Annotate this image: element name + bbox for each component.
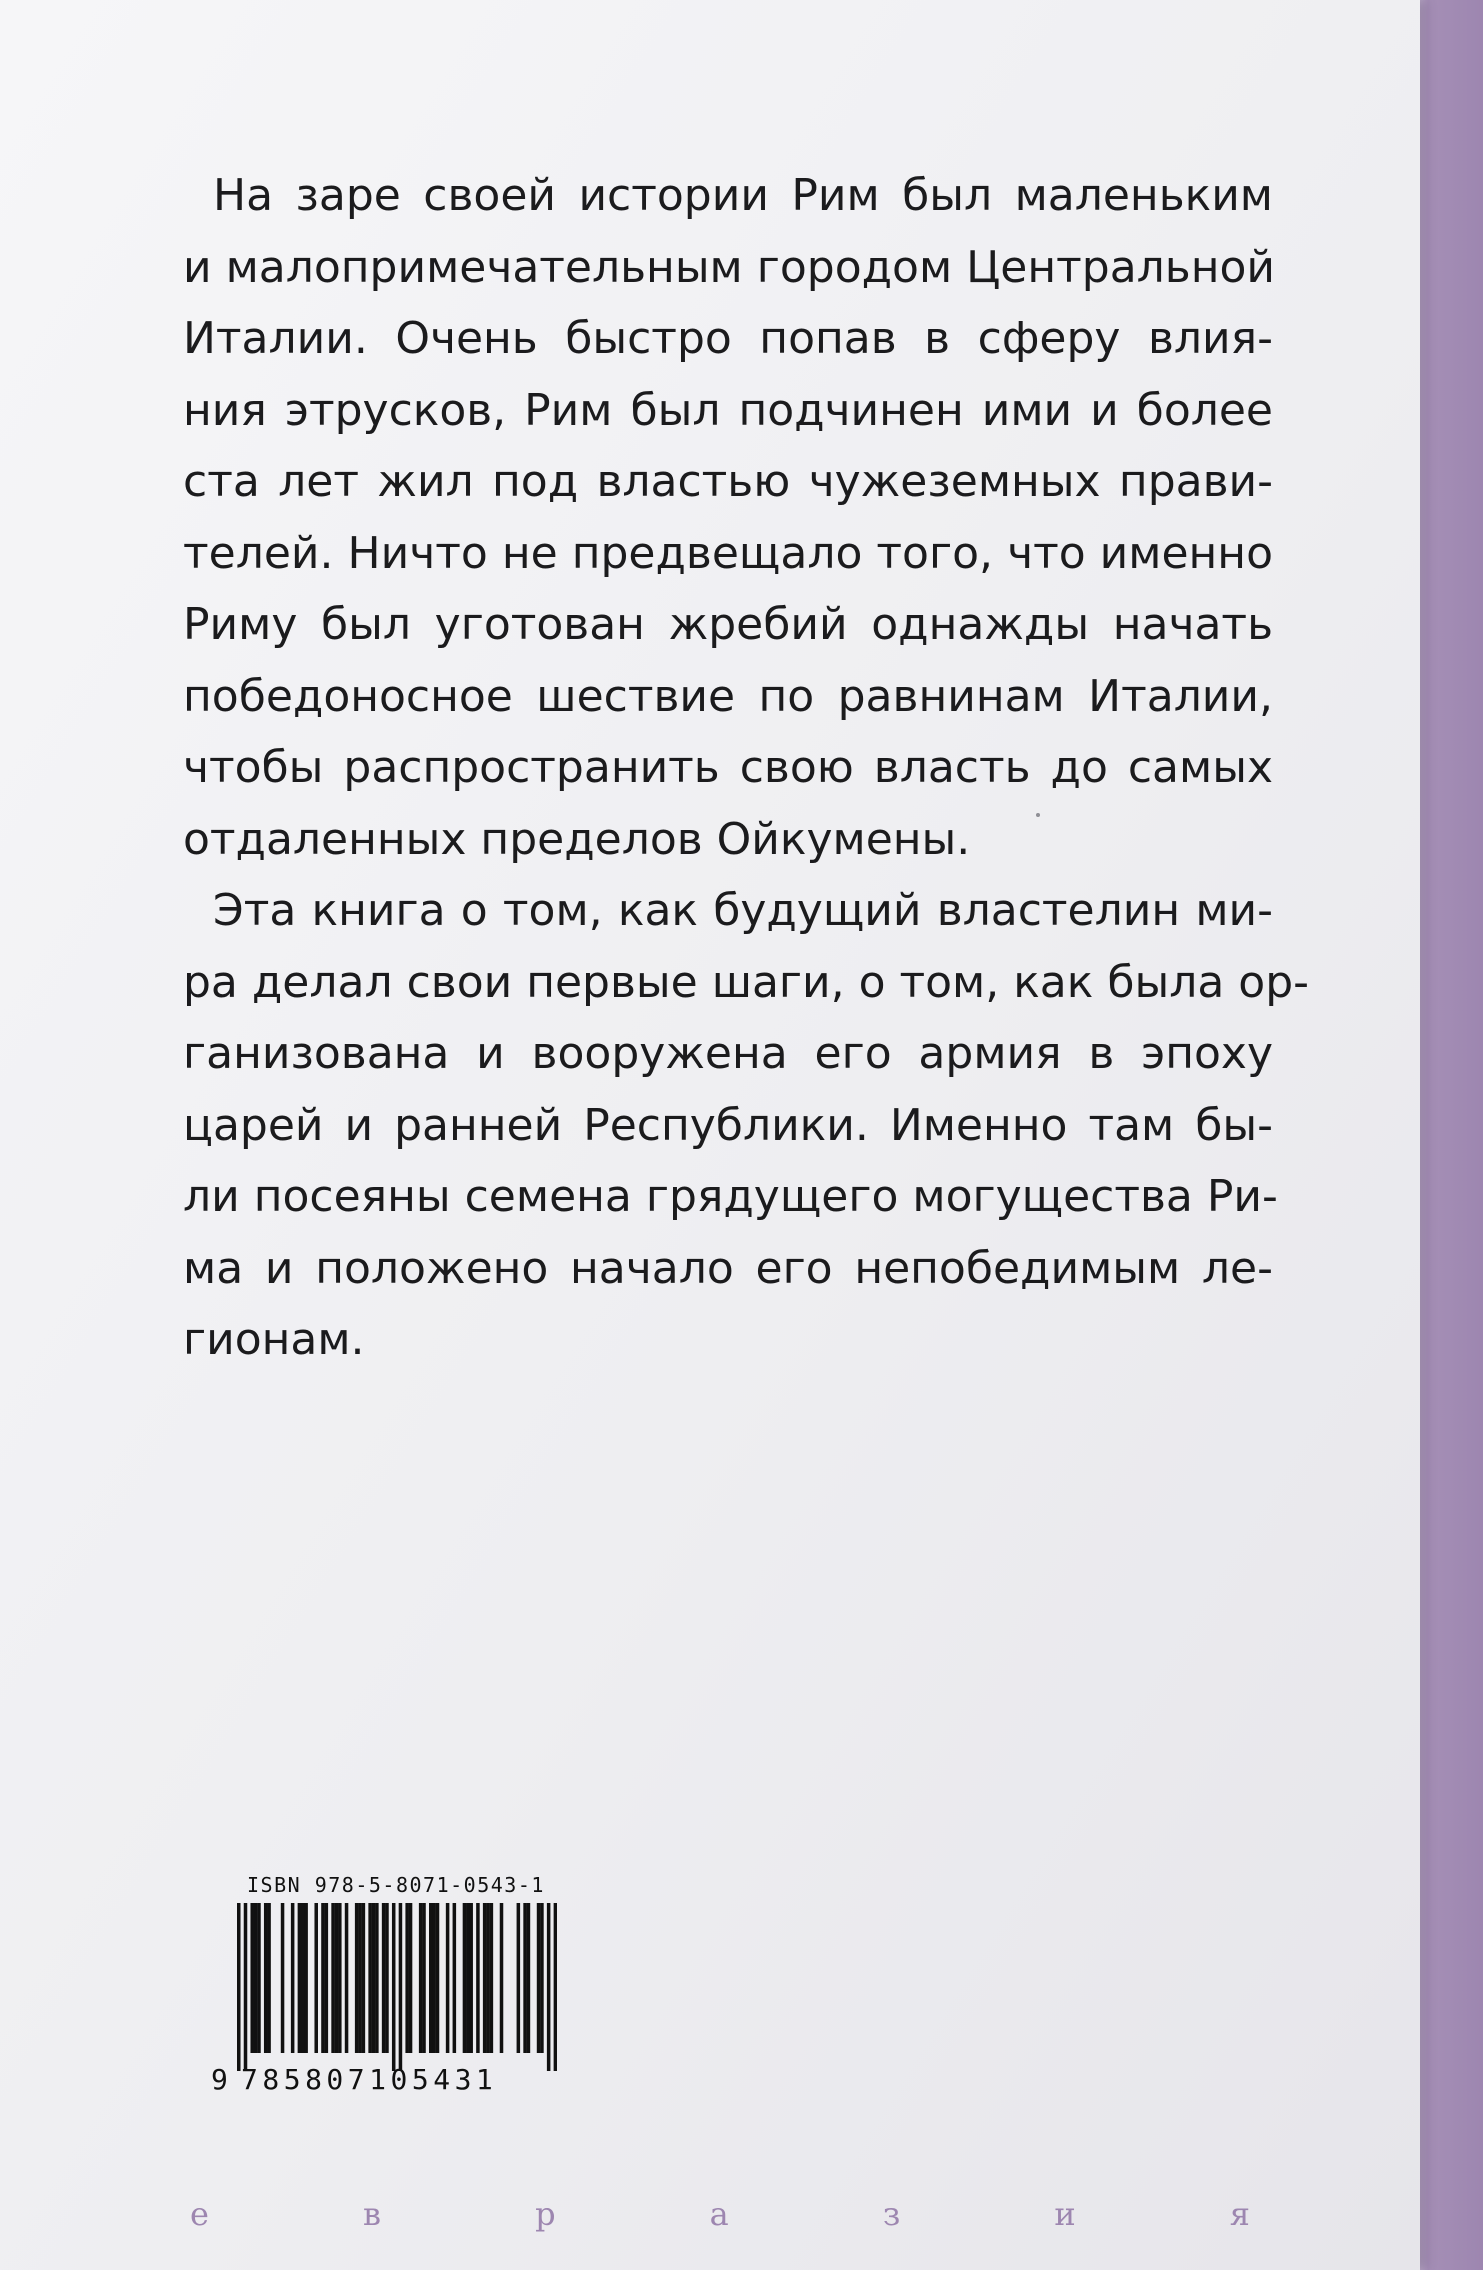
barcode-bar bbox=[527, 1903, 531, 2053]
barcode-bar bbox=[345, 1903, 349, 2053]
barcode-bar bbox=[409, 1903, 413, 2053]
barcode-bar bbox=[429, 1903, 433, 2053]
blurb-line: царей и ранней Республики. Именно там бы- bbox=[183, 1099, 1273, 1151]
barcode-bar bbox=[250, 1903, 254, 2053]
barcode-bar bbox=[405, 1903, 409, 2053]
barcode-bar bbox=[500, 1903, 504, 2053]
publisher-letter: я bbox=[1229, 2195, 1250, 2233]
barcode-bar bbox=[446, 1903, 450, 2053]
barcode-bar bbox=[436, 1903, 440, 2053]
barcode-bar bbox=[523, 1903, 527, 2053]
barcode-bar bbox=[382, 1903, 386, 2053]
barcode-bar bbox=[375, 1903, 379, 2053]
barcode-bar bbox=[483, 1903, 487, 2053]
barcode-bar bbox=[540, 1903, 544, 2053]
barcode-bar bbox=[331, 1903, 335, 2053]
barcode-guard-bar bbox=[392, 1903, 396, 2071]
publisher-letter: р bbox=[535, 2195, 556, 2233]
publisher-letter: в bbox=[363, 2195, 382, 2233]
barcode-bar bbox=[385, 1903, 389, 2053]
blurb-line: ли посеяны семена грядущего могущества Ри- bbox=[183, 1171, 1278, 1222]
barcode-bar bbox=[517, 1903, 521, 2053]
barcode-bar bbox=[466, 1903, 470, 2053]
publisher-name bbox=[190, 2195, 1250, 2233]
isbn-label: ISBN 978-5-8071-0543-1 bbox=[247, 1873, 545, 1897]
barcode-bar bbox=[486, 1903, 490, 2053]
barcode-bar bbox=[314, 1903, 318, 2053]
isbn-barcode bbox=[211, 1873, 563, 2096]
blurb-line: ния этрусков, Рим был подчинен ими и более bbox=[183, 384, 1273, 436]
blurb-line: На заре своей истории Рим был маленьким bbox=[213, 170, 1273, 221]
spine-edge bbox=[1410, 0, 1483, 2270]
barcode-guard-bar bbox=[244, 1903, 248, 2071]
barcode-bar bbox=[422, 1903, 426, 2053]
barcode-first-digit: 9 bbox=[211, 2063, 228, 2096]
barcode-bar bbox=[298, 1903, 302, 2053]
barcode-bar bbox=[264, 1903, 268, 2053]
barcode-bar bbox=[325, 1903, 329, 2053]
barcode-bar bbox=[321, 1903, 325, 2053]
print-speck bbox=[1036, 813, 1040, 817]
blurb-line: Эта книга о том, как будущий властелин ми- bbox=[213, 885, 1273, 936]
barcode-digits: 785807105431 bbox=[241, 2063, 498, 2096]
barcode-guard-bar bbox=[399, 1903, 403, 2071]
barcode-bar bbox=[537, 1903, 541, 2053]
publisher-letter: з bbox=[882, 2195, 901, 2233]
blurb-line: победоносное шествие по равнинам Италии, bbox=[183, 670, 1273, 722]
blurb-line: чтобы распространить свою власть до самых bbox=[183, 742, 1273, 793]
barcode-bar bbox=[304, 1903, 308, 2053]
barcode-bar bbox=[490, 1903, 494, 2053]
barcode-bar bbox=[291, 1903, 295, 2053]
blurb-line: телей. Ничто не предвещало того, что именно bbox=[183, 527, 1273, 579]
blurb-line: Италии. Очень быстро попав в сферу влия- bbox=[183, 313, 1273, 364]
blurb-line: ра делал свои первые шаги, о том, как была ор- bbox=[183, 956, 1309, 1008]
barcode-guard-bar bbox=[237, 1903, 241, 2071]
publisher-letter: е bbox=[190, 2195, 209, 2233]
barcode-bar bbox=[368, 1903, 372, 2053]
barcode-bar bbox=[419, 1903, 423, 2053]
blurb-line: ста лет жил под властью чужеземных прави- bbox=[183, 456, 1273, 507]
blurb-line: и малопримечательным городом Центральной bbox=[183, 241, 1276, 293]
barcode-bar bbox=[301, 1903, 305, 2053]
barcode-bar bbox=[267, 1903, 271, 2053]
barcode-bar bbox=[463, 1903, 467, 2053]
publisher-letter: и bbox=[1054, 2195, 1076, 2233]
barcode-guard-bar bbox=[547, 1903, 551, 2071]
barcode-bar bbox=[372, 1903, 376, 2053]
publisher-letter: а bbox=[709, 2195, 729, 2233]
blurb-text bbox=[183, 160, 1309, 1376]
barcode-guard-bar bbox=[554, 1903, 557, 2071]
barcode-bar bbox=[355, 1903, 359, 2053]
barcode-bar bbox=[432, 1903, 436, 2053]
barcode-bar bbox=[453, 1903, 457, 2053]
barcode-bar bbox=[257, 1903, 261, 2053]
blurb-line: ганизована и вооружена его армия в эпоху bbox=[183, 1028, 1273, 1079]
barcode-bar bbox=[358, 1903, 362, 2053]
blurb-line: ма и положено начало его непобедимым ле- bbox=[183, 1242, 1273, 1294]
blurb-line: отдаленных пределов Ойкумены. bbox=[183, 813, 971, 865]
barcode-bar bbox=[254, 1903, 258, 2053]
barcode-bar bbox=[469, 1903, 473, 2053]
barcode-bars bbox=[237, 1903, 557, 2071]
blurb-line: гионам. bbox=[183, 1314, 365, 1365]
barcode-bar bbox=[335, 1903, 339, 2053]
barcode-bar bbox=[338, 1903, 342, 2053]
barcode-bar bbox=[362, 1903, 366, 2053]
barcode-bar bbox=[476, 1903, 480, 2053]
blurb-line: Риму был уготован жребий однажды начать bbox=[183, 599, 1273, 650]
barcode-bar bbox=[281, 1903, 285, 2053]
